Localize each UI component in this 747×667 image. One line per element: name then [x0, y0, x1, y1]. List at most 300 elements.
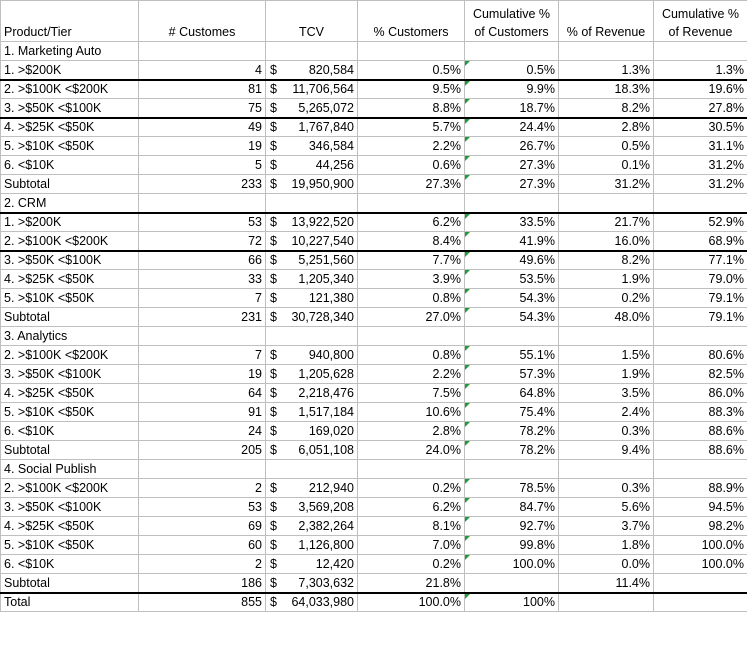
- tcv-amount: 30,728,340: [291, 310, 354, 324]
- pct-customers-cell[interactable]: 0.8%: [358, 289, 465, 308]
- tcv-amount: 169,020: [308, 424, 354, 438]
- cum-revenue-cell[interactable]: 88.9%: [654, 479, 747, 498]
- cum-customers-cell[interactable]: 78.2%: [465, 422, 559, 441]
- customers-cell[interactable]: 33: [139, 270, 266, 289]
- tcv-cell[interactable]: [266, 289, 358, 308]
- pct-revenue-cell[interactable]: 8.2%: [559, 251, 654, 270]
- currency-symbol: $: [270, 348, 277, 362]
- customers-cell[interactable]: 19: [139, 365, 266, 384]
- cum-customers-cell[interactable]: 53.5%: [465, 270, 559, 289]
- cum-customers-cell[interactable]: 9.9%: [465, 80, 559, 99]
- table-row: [1, 251, 747, 270]
- tcv-amount: 11,706,564: [292, 82, 354, 97]
- customers-cell[interactable]: 2: [139, 555, 266, 574]
- cum-customers-cell[interactable]: 24.4%: [465, 118, 559, 137]
- pct-customers-cell[interactable]: 27.0%: [358, 308, 465, 327]
- section-row: [1, 327, 747, 346]
- cum-revenue-cell[interactable]: [654, 593, 747, 612]
- customers-cell[interactable]: 53: [139, 498, 266, 517]
- tier-label[interactable]: 6. <$10K: [1, 422, 139, 441]
- tcv-amount: 121,380: [308, 291, 354, 305]
- pct-customers-cell[interactable]: 6.2%: [358, 498, 465, 517]
- table-row: [1, 555, 747, 574]
- tier-label[interactable]: 1. >$200K: [1, 213, 139, 232]
- header-cum-revenue-line1: Cumulative %: [661, 7, 740, 21]
- pct-customers-cell[interactable]: 8.8%: [358, 99, 465, 118]
- empty-cell[interactable]: [465, 460, 559, 479]
- tcv-amount: 6,051,108: [298, 443, 354, 457]
- header-tcv[interactable]: TCV: [266, 1, 358, 42]
- tier-label[interactable]: 5. >$10K <$50K: [1, 137, 139, 156]
- currency-symbol: $: [270, 310, 277, 324]
- currency-symbol: $: [270, 62, 277, 77]
- table-row: [1, 213, 747, 232]
- section-label[interactable]: 3. Analytics: [1, 327, 139, 346]
- section-row: [1, 42, 747, 61]
- tcv-cell[interactable]: [266, 441, 358, 460]
- cum-revenue-cell[interactable]: 27.8%: [654, 99, 747, 118]
- pct-customers-cell[interactable]: 0.8%: [358, 346, 465, 365]
- empty-cell[interactable]: [358, 194, 465, 213]
- pct-customers-cell[interactable]: 2.2%: [358, 137, 465, 156]
- pct-revenue-cell[interactable]: 48.0%: [559, 308, 654, 327]
- pct-revenue-cell[interactable]: 9.4%: [559, 441, 654, 460]
- cum-customers-cell[interactable]: 100.0%: [465, 555, 559, 574]
- pct-customers-cell[interactable]: 10.6%: [358, 403, 465, 422]
- cum-customers-cell[interactable]: 78.5%: [465, 479, 559, 498]
- cum-revenue-cell[interactable]: 68.9%: [654, 232, 747, 251]
- pct-revenue-cell[interactable]: 1.3%: [559, 61, 654, 80]
- cum-customers-cell[interactable]: 92.7%: [465, 517, 559, 536]
- pct-customers-cell[interactable]: 0.2%: [358, 479, 465, 498]
- table-row: [1, 517, 747, 536]
- empty-cell[interactable]: [559, 327, 654, 346]
- tcv-cell[interactable]: [266, 479, 358, 498]
- table-row: [1, 498, 747, 517]
- pct-revenue-cell[interactable]: 18.3%: [559, 80, 654, 99]
- currency-symbol: $: [270, 481, 277, 495]
- empty-cell[interactable]: [139, 460, 266, 479]
- cum-customers-cell[interactable]: 18.7%: [465, 99, 559, 118]
- tier-label[interactable]: Subtotal: [1, 175, 139, 194]
- currency-symbol: $: [270, 386, 277, 400]
- cum-revenue-cell[interactable]: 31.1%: [654, 137, 747, 156]
- customers-cell[interactable]: 233: [139, 175, 266, 194]
- cum-customers-cell[interactable]: 84.7%: [465, 498, 559, 517]
- customers-cell[interactable]: 4: [139, 61, 266, 80]
- tier-label[interactable]: 3. >$50K <$100K: [1, 498, 139, 517]
- customers-cell[interactable]: 2: [139, 479, 266, 498]
- customers-cell[interactable]: 186: [139, 574, 266, 593]
- table-row: [1, 270, 747, 289]
- currency-symbol: $: [270, 575, 277, 590]
- tcv-cell[interactable]: [266, 384, 358, 403]
- tcv-cell[interactable]: [266, 270, 358, 289]
- table-row: [1, 536, 747, 555]
- currency-symbol: $: [270, 367, 277, 381]
- pct-customers-cell[interactable]: 7.5%: [358, 384, 465, 403]
- currency-symbol: $: [270, 158, 277, 172]
- tier-label[interactable]: 2. >$100K <$200K: [1, 232, 139, 251]
- pct-revenue-cell[interactable]: 31.2%: [559, 175, 654, 194]
- pct-customers-cell[interactable]: 8.1%: [358, 517, 465, 536]
- pct-customers-cell[interactable]: 7.0%: [358, 536, 465, 555]
- customers-cell[interactable]: 19: [139, 137, 266, 156]
- table-row: [1, 232, 747, 251]
- customers-cell[interactable]: 60: [139, 536, 266, 555]
- pct-customers-cell[interactable]: 7.7%: [358, 251, 465, 270]
- currency-symbol: $: [270, 557, 277, 571]
- customers-cell[interactable]: 53: [139, 213, 266, 232]
- currency-symbol: $: [270, 253, 277, 268]
- pct-customers-cell[interactable]: 100.0%: [358, 593, 465, 612]
- customers-cell[interactable]: 72: [139, 232, 266, 251]
- empty-cell[interactable]: [559, 42, 654, 61]
- pct-customers-cell[interactable]: 2.8%: [358, 422, 465, 441]
- tier-label[interactable]: 6. <$10K: [1, 156, 139, 175]
- tcv-cell[interactable]: [266, 251, 358, 270]
- cum-customers-cell[interactable]: 27.3%: [465, 156, 559, 175]
- table-row: [1, 422, 747, 441]
- tcv-cell[interactable]: [266, 403, 358, 422]
- pct-revenue-cell[interactable]: 2.4%: [559, 403, 654, 422]
- pct-revenue-cell[interactable]: [559, 593, 654, 612]
- total-row: [1, 593, 747, 612]
- tcv-cell[interactable]: [266, 536, 358, 555]
- tcv-cell[interactable]: [266, 232, 358, 251]
- subtotal-row: [1, 441, 747, 460]
- cum-revenue-cell[interactable]: 80.6%: [654, 346, 747, 365]
- customers-cell[interactable]: 7: [139, 346, 266, 365]
- customers-cell[interactable]: 66: [139, 251, 266, 270]
- tier-label[interactable]: 3. >$50K <$100K: [1, 365, 139, 384]
- cum-customers-cell[interactable]: 41.9%: [465, 232, 559, 251]
- cum-customers-cell[interactable]: 49.6%: [465, 251, 559, 270]
- header-cum-customers-line2: of Customers: [474, 25, 549, 39]
- cum-customers-cell[interactable]: 27.3%: [465, 175, 559, 194]
- currency-symbol: $: [270, 291, 277, 305]
- pct-revenue-cell[interactable]: 3.7%: [559, 517, 654, 536]
- subtotal-row: [1, 175, 747, 194]
- empty-cell[interactable]: [654, 42, 747, 61]
- pct-revenue-cell[interactable]: 1.5%: [559, 346, 654, 365]
- cum-customers-cell[interactable]: [465, 574, 559, 593]
- cum-revenue-cell[interactable]: 82.5%: [654, 365, 747, 384]
- table-row: [1, 346, 747, 365]
- section-row: [1, 460, 747, 479]
- cum-customers-cell[interactable]: 100%: [465, 593, 559, 612]
- header-cum-revenue-line2: of Revenue: [668, 25, 733, 39]
- customers-cell[interactable]: 231: [139, 308, 266, 327]
- pct-customers-cell[interactable]: 8.4%: [358, 232, 465, 251]
- pct-revenue-cell[interactable]: 0.3%: [559, 422, 654, 441]
- tier-label[interactable]: 3. >$50K <$100K: [1, 99, 139, 118]
- header-pct-customers[interactable]: % Customers: [358, 1, 465, 42]
- tier-label[interactable]: 2. >$100K <$200K: [1, 479, 139, 498]
- tcv-amount: 5,265,072: [298, 100, 354, 115]
- table-row: [1, 118, 747, 137]
- tcv-amount: 10,227,540: [291, 233, 354, 248]
- tier-label[interactable]: Total: [1, 593, 139, 612]
- tcv-amount: 13,922,520: [291, 215, 354, 230]
- tcv-cell[interactable]: [266, 422, 358, 441]
- currency-symbol: $: [270, 177, 277, 191]
- tcv-cell[interactable]: [266, 574, 358, 593]
- table-row: [1, 80, 747, 99]
- cum-revenue-cell[interactable]: 100.0%: [654, 536, 747, 555]
- pct-customers-cell[interactable]: 24.0%: [358, 441, 465, 460]
- currency-symbol: $: [270, 272, 277, 286]
- empty-cell[interactable]: [358, 327, 465, 346]
- header-product-tier[interactable]: Product/Tier: [1, 1, 139, 42]
- tcv-amount: 1,767,840: [298, 120, 354, 135]
- currency-symbol: $: [270, 100, 277, 115]
- header-customers[interactable]: # Customes: [139, 1, 266, 42]
- tcv-amount: 3,569,208: [298, 500, 354, 514]
- pct-revenue-cell[interactable]: 5.6%: [559, 498, 654, 517]
- tcv-cell[interactable]: [266, 99, 358, 118]
- pct-revenue-cell[interactable]: 0.1%: [559, 156, 654, 175]
- currency-symbol: $: [270, 538, 277, 552]
- customers-cell[interactable]: 205: [139, 441, 266, 460]
- empty-cell[interactable]: [465, 42, 559, 61]
- customers-cell[interactable]: 69: [139, 517, 266, 536]
- subtotal-row: [1, 308, 747, 327]
- empty-cell[interactable]: [654, 194, 747, 213]
- cum-revenue-cell[interactable]: 86.0%: [654, 384, 747, 403]
- empty-cell[interactable]: [559, 194, 654, 213]
- currency-symbol: $: [270, 215, 277, 230]
- pct-revenue-cell[interactable]: 1.9%: [559, 270, 654, 289]
- table-row: [1, 365, 747, 384]
- pct-revenue-cell[interactable]: 8.2%: [559, 99, 654, 118]
- cum-revenue-cell[interactable]: 88.6%: [654, 422, 747, 441]
- tcv-amount: 940,800: [308, 348, 354, 362]
- tcv-amount: 2,382,264: [298, 519, 354, 533]
- empty-cell[interactable]: [358, 460, 465, 479]
- empty-cell[interactable]: [266, 194, 358, 213]
- header-row: [1, 1, 747, 42]
- cum-revenue-cell[interactable]: 98.2%: [654, 517, 747, 536]
- tcv-cell[interactable]: [266, 498, 358, 517]
- tcv-cell[interactable]: [266, 156, 358, 175]
- tcv-cell[interactable]: [266, 308, 358, 327]
- cum-revenue-cell[interactable]: 52.9%: [654, 213, 747, 232]
- table-row: [1, 403, 747, 422]
- currency-symbol: $: [270, 405, 277, 419]
- cum-revenue-cell[interactable]: 100.0%: [654, 555, 747, 574]
- currency-symbol: $: [270, 443, 277, 457]
- tier-label[interactable]: 2. >$100K <$200K: [1, 80, 139, 99]
- cum-revenue-cell[interactable]: 31.2%: [654, 175, 747, 194]
- tier-label[interactable]: 1. >$200K: [1, 61, 139, 80]
- cum-revenue-cell[interactable]: [654, 574, 747, 593]
- customers-cell[interactable]: 24: [139, 422, 266, 441]
- tcv-cell[interactable]: [266, 593, 358, 612]
- pct-revenue-cell[interactable]: 2.8%: [559, 118, 654, 137]
- pct-customers-cell[interactable]: 5.7%: [358, 118, 465, 137]
- customers-cell[interactable]: 5: [139, 156, 266, 175]
- pct-revenue-cell[interactable]: 21.7%: [559, 213, 654, 232]
- pct-customers-cell[interactable]: 0.2%: [358, 555, 465, 574]
- tcv-amount: 19,950,900: [291, 177, 354, 191]
- cum-customers-cell[interactable]: 78.2%: [465, 441, 559, 460]
- empty-cell[interactable]: [139, 194, 266, 213]
- cum-customers-cell[interactable]: 57.3%: [465, 365, 559, 384]
- pct-revenue-cell[interactable]: 3.5%: [559, 384, 654, 403]
- tcv-cell[interactable]: [266, 137, 358, 156]
- tier-label[interactable]: 5. >$10K <$50K: [1, 403, 139, 422]
- tcv-amount: 1,126,800: [298, 538, 354, 552]
- customers-cell[interactable]: 49: [139, 118, 266, 137]
- tier-label[interactable]: Subtotal: [1, 308, 139, 327]
- header-cum-customers[interactable]: [465, 1, 559, 42]
- tcv-amount: 44,256: [315, 158, 354, 172]
- tier-label[interactable]: 5. >$10K <$50K: [1, 289, 139, 308]
- tcv-cell[interactable]: [266, 555, 358, 574]
- section-label[interactable]: 1. Marketing Auto: [1, 42, 139, 61]
- customers-cell[interactable]: 91: [139, 403, 266, 422]
- tcv-amount: 64,033,980: [291, 595, 354, 610]
- pct-customers-cell[interactable]: 2.2%: [358, 365, 465, 384]
- customers-cell[interactable]: 81: [139, 80, 266, 99]
- pct-customers-cell[interactable]: 27.3%: [358, 175, 465, 194]
- tcv-amount: 212,940: [308, 481, 354, 495]
- table-row: [1, 289, 747, 308]
- tcv-cell[interactable]: [266, 517, 358, 536]
- cum-revenue-cell[interactable]: 77.1%: [654, 251, 747, 270]
- cum-customers-cell[interactable]: 54.3%: [465, 289, 559, 308]
- tier-label[interactable]: 2. >$100K <$200K: [1, 346, 139, 365]
- pct-revenue-cell[interactable]: 1.8%: [559, 536, 654, 555]
- empty-cell[interactable]: [266, 42, 358, 61]
- tcv-amount: 1,205,628: [298, 367, 354, 381]
- currency-symbol: $: [270, 233, 277, 248]
- cum-customers-cell[interactable]: 26.7%: [465, 137, 559, 156]
- tcv-cell[interactable]: [266, 80, 358, 99]
- pct-revenue-cell[interactable]: 1.9%: [559, 365, 654, 384]
- tier-label[interactable]: 4. >$25K <$50K: [1, 384, 139, 403]
- tier-label[interactable]: 4. >$25K <$50K: [1, 270, 139, 289]
- pct-revenue-cell[interactable]: 11.4%: [559, 574, 654, 593]
- empty-cell[interactable]: [139, 42, 266, 61]
- currency-symbol: $: [270, 82, 277, 97]
- tcv-amount: 2,218,476: [298, 386, 354, 400]
- tcv-cell[interactable]: [266, 346, 358, 365]
- pct-revenue-cell[interactable]: 0.5%: [559, 137, 654, 156]
- cum-revenue-cell[interactable]: 19.6%: [654, 80, 747, 99]
- empty-cell[interactable]: [465, 327, 559, 346]
- section-row: [1, 194, 747, 213]
- pct-customers-cell[interactable]: 21.8%: [358, 574, 465, 593]
- pct-revenue-cell[interactable]: 16.0%: [559, 232, 654, 251]
- cum-revenue-cell[interactable]: 79.1%: [654, 308, 747, 327]
- currency-symbol: $: [270, 424, 277, 438]
- cum-revenue-cell[interactable]: 88.3%: [654, 403, 747, 422]
- cum-revenue-cell[interactable]: 79.1%: [654, 289, 747, 308]
- tier-label[interactable]: 4. >$25K <$50K: [1, 118, 139, 137]
- cum-customers-cell[interactable]: 0.5%: [465, 61, 559, 80]
- tcv-amount: 7,303,632: [298, 575, 354, 590]
- tcv-cell[interactable]: [266, 118, 358, 137]
- tcv-cell[interactable]: [266, 213, 358, 232]
- cum-customers-cell[interactable]: 55.1%: [465, 346, 559, 365]
- tcv-amount: 5,251,560: [298, 253, 354, 268]
- table-row: [1, 61, 747, 80]
- cum-revenue-cell[interactable]: 79.0%: [654, 270, 747, 289]
- customers-cell[interactable]: 64: [139, 384, 266, 403]
- cum-revenue-cell[interactable]: 1.3%: [654, 61, 747, 80]
- cum-customers-cell[interactable]: 99.8%: [465, 536, 559, 555]
- section-label[interactable]: 4. Social Publish: [1, 460, 139, 479]
- pct-customers-cell[interactable]: 3.9%: [358, 270, 465, 289]
- empty-cell[interactable]: [139, 327, 266, 346]
- cum-revenue-cell[interactable]: 31.2%: [654, 156, 747, 175]
- cum-customers-cell[interactable]: 54.3%: [465, 308, 559, 327]
- tcv-amount: 820,584: [308, 62, 354, 77]
- cum-revenue-cell[interactable]: 94.5%: [654, 498, 747, 517]
- customers-cell[interactable]: 855: [139, 593, 266, 612]
- empty-cell[interactable]: [559, 460, 654, 479]
- pct-revenue-cell[interactable]: 0.3%: [559, 479, 654, 498]
- tcv-amount: 346,584: [308, 139, 354, 153]
- tier-label[interactable]: Subtotal: [1, 441, 139, 460]
- table-row: [1, 137, 747, 156]
- section-label[interactable]: 2. CRM: [1, 194, 139, 213]
- currency-symbol: $: [270, 500, 277, 514]
- pct-customers-cell[interactable]: 0.6%: [358, 156, 465, 175]
- cum-customers-cell[interactable]: 64.8%: [465, 384, 559, 403]
- pct-revenue-cell[interactable]: 0.2%: [559, 289, 654, 308]
- tier-label[interactable]: 6. <$10K: [1, 555, 139, 574]
- customers-cell[interactable]: 75: [139, 99, 266, 118]
- pct-customers-cell[interactable]: 9.5%: [358, 80, 465, 99]
- currency-symbol: $: [270, 120, 277, 135]
- tier-label[interactable]: 4. >$25K <$50K: [1, 517, 139, 536]
- empty-cell[interactable]: [654, 460, 747, 479]
- cum-customers-cell[interactable]: 75.4%: [465, 403, 559, 422]
- tcv-cell[interactable]: [266, 61, 358, 80]
- pct-customers-cell[interactable]: 6.2%: [358, 213, 465, 232]
- tcv-amount: 1,205,340: [298, 272, 354, 286]
- cum-customers-cell[interactable]: 33.5%: [465, 213, 559, 232]
- tcv-cell[interactable]: [266, 175, 358, 194]
- tier-label[interactable]: 5. >$10K <$50K: [1, 536, 139, 555]
- header-cum-revenue[interactable]: [654, 1, 747, 42]
- header-pct-revenue[interactable]: % of Revenue: [559, 1, 654, 42]
- empty-cell[interactable]: [266, 327, 358, 346]
- pct-customers-cell[interactable]: 0.5%: [358, 61, 465, 80]
- subtotal-row: [1, 574, 747, 593]
- table-row: [1, 156, 747, 175]
- empty-cell[interactable]: [358, 42, 465, 61]
- customers-cell[interactable]: 7: [139, 289, 266, 308]
- currency-symbol: $: [270, 139, 277, 153]
- table-row: [1, 384, 747, 403]
- tier-label[interactable]: 3. >$50K <$100K: [1, 251, 139, 270]
- empty-cell[interactable]: [465, 194, 559, 213]
- tier-label[interactable]: Subtotal: [1, 574, 139, 593]
- pct-revenue-cell[interactable]: 0.0%: [559, 555, 654, 574]
- cum-revenue-cell[interactable]: 88.6%: [654, 441, 747, 460]
- header-cum-customers-line1: Cumulative %: [472, 7, 551, 21]
- tcv-amount: 12,420: [315, 557, 354, 571]
- empty-cell[interactable]: [654, 327, 747, 346]
- empty-cell[interactable]: [266, 460, 358, 479]
- cum-revenue-cell[interactable]: 30.5%: [654, 118, 747, 137]
- currency-symbol: $: [270, 519, 277, 533]
- tcv-cell[interactable]: [266, 365, 358, 384]
